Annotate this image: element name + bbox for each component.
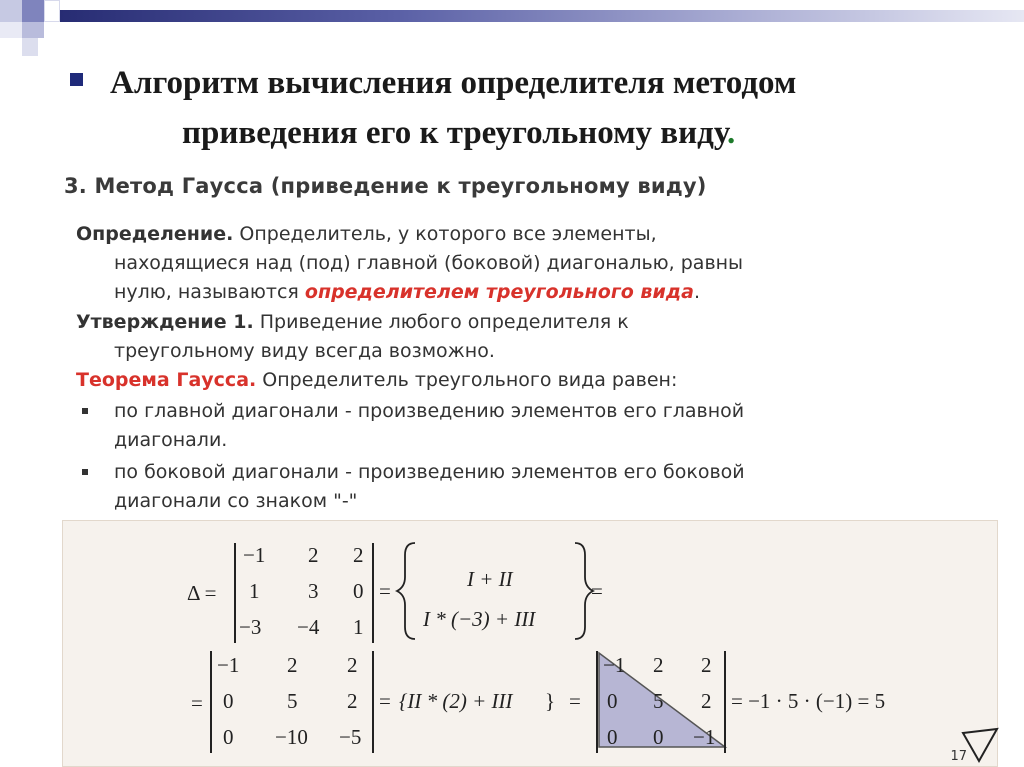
closing-brace: }	[545, 689, 556, 713]
theorem-paragraph	[76, 366, 677, 395]
m1-cell: 2	[308, 543, 319, 567]
page-number: 17	[950, 749, 967, 764]
result-expression: = −1 · 5 · (−1) = 5	[731, 689, 886, 713]
m1-cell: −3	[239, 615, 262, 639]
op-row-1: I + II	[467, 567, 513, 591]
math-example-panel	[62, 520, 998, 767]
bullet-2-line-1: по боковой диагонали - произведению элементов его боковой	[114, 461, 745, 483]
m1-cell: 0	[353, 579, 364, 603]
list-item	[76, 458, 745, 516]
m1-cell: 1	[249, 579, 260, 603]
title-line-2	[100, 108, 980, 158]
m2-cell: −10	[275, 725, 308, 749]
m2-cell: −5	[339, 725, 362, 749]
definition-line-3-end: .	[693, 281, 700, 303]
definition-highlight: определителем треугольного вида	[304, 281, 694, 303]
m3-cell: −1	[693, 725, 716, 749]
bullet-square	[82, 408, 88, 414]
m2-cell: 0	[223, 689, 234, 713]
op-row-2: I * (−3) + III	[423, 607, 536, 631]
equals-sign: =	[379, 579, 391, 603]
definition-line-2: находящиеся над (под) главной (боковой) диагональю, равны	[114, 252, 744, 274]
m2-cell: 0	[223, 725, 234, 749]
list-item	[76, 397, 744, 455]
equals-sign: =	[569, 689, 581, 713]
m3-cell: −1	[603, 653, 626, 677]
theorem-label: Теорема Гаусса.	[76, 369, 257, 391]
m3-cell: 2	[701, 653, 712, 677]
slide-title	[100, 58, 980, 158]
theorem-text: Определитель треугольного вида равен:	[262, 369, 678, 391]
m2-cell: 2	[347, 653, 358, 677]
section-heading: 3. Метод Гаусса (приведение к треугольному виду)	[64, 174, 707, 198]
m3-cell: 0	[653, 725, 664, 749]
m2-cell: −1	[217, 653, 240, 677]
statement-label: Утверждение 1.	[76, 311, 254, 333]
m2-cell: 5	[287, 689, 298, 713]
decor-square	[22, 0, 44, 22]
m3-cell: 2	[701, 689, 712, 713]
math-drawing	[63, 521, 999, 767]
title-line-2-text: приведения его к треугольному виду	[182, 115, 728, 151]
m3-cell: 2	[653, 653, 664, 677]
equals-sign: =	[379, 689, 391, 713]
op-row-3: {II * (2) + III	[399, 689, 513, 713]
m2-cell: 2	[347, 689, 358, 713]
title-bullet	[70, 73, 83, 86]
statement-paragraph	[76, 308, 629, 366]
definition-line-3	[76, 278, 743, 307]
decor-square	[22, 38, 38, 56]
m3-cell: 0	[607, 689, 618, 713]
title-line-1: Алгоритм вычисления определителя методом	[110, 65, 797, 101]
bullet-1-line-2: диагонали.	[114, 429, 228, 451]
decor-square	[0, 22, 22, 38]
decor-square	[22, 22, 44, 38]
definition-paragraph	[76, 220, 743, 307]
page-corner-icon	[963, 729, 997, 761]
delta-symbol: Δ =	[187, 581, 217, 605]
m3-cell: 5	[653, 689, 664, 713]
title-dot: .	[727, 115, 736, 151]
equals-sign: =	[591, 579, 603, 603]
definition-line-3-start: нулю, называются	[114, 281, 299, 303]
m1-cell: −1	[243, 543, 266, 567]
m1-cell: 1	[353, 615, 364, 639]
statement-line-1: Приведение любого определителя к	[259, 311, 629, 333]
definition-line-1: Определитель, у которого все элементы,	[239, 223, 657, 245]
m3-cell: 0	[607, 725, 618, 749]
header-gradient-bar	[60, 10, 1024, 22]
m1-cell: 2	[353, 543, 364, 567]
decor-square	[0, 0, 22, 22]
m1-cell: 3	[308, 579, 319, 603]
decor-square	[44, 0, 60, 22]
bullet-square	[82, 469, 88, 475]
definition-label: Определение.	[76, 223, 234, 245]
ops1-left-brace	[397, 543, 415, 639]
m2-cell: 2	[287, 653, 298, 677]
bullet-2-line-2: диагонали со знаком "-"	[114, 490, 358, 512]
equals-sign: =	[191, 691, 203, 715]
m1-cell: −4	[297, 615, 320, 639]
statement-line-2: треугольному виду всегда возможно.	[114, 340, 495, 362]
bullet-1-line-1: по главной диагонали - произведению элементов его главной	[114, 400, 745, 422]
